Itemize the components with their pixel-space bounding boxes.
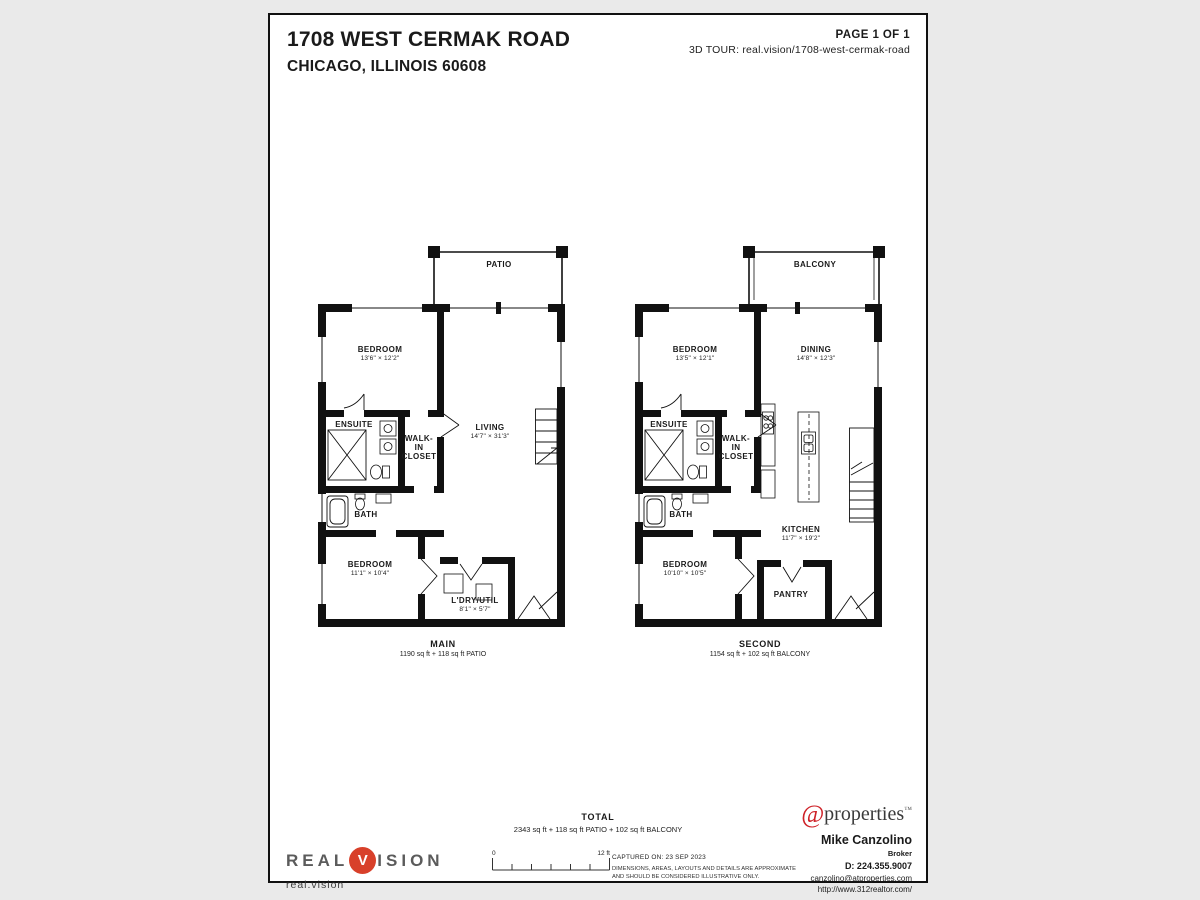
- tour-link[interactable]: 3D TOUR: real.vision/1708-west-cermak-road: [688, 44, 910, 56]
- realvision-logo: [286, 847, 444, 891]
- address-line2: CHICAGO, ILLINOIS 60608: [287, 58, 487, 75]
- room-label-walkin: WALK-IN CLOSET: [718, 434, 754, 462]
- header-address: [287, 28, 570, 76]
- stove-icon: [761, 404, 775, 498]
- room-label-pantry: PANTRY: [773, 590, 809, 599]
- agent-name: Mike Canzolino: [821, 833, 912, 847]
- total-area: 2343 sq ft + 118 sq ft PATIO + 102 sq ft BALCONY: [513, 825, 683, 834]
- realvision-word2: ISION: [377, 850, 444, 870]
- agent-title: Broker: [887, 849, 912, 858]
- room-label-ensuite: ENSUITE: [335, 420, 373, 429]
- disclaimer: DIMENSIONS, AREAS, LAYOUTS AND DETAILS ARE APPROXIMATE AND SHOULD BE CONSIDERED ILLUSTRATIVE ONLY.: [612, 866, 796, 880]
- vanity-sink-icon: [697, 421, 713, 454]
- room-label-bedroom1: BEDROOM 13'6" × 12'2": [357, 345, 403, 363]
- stairs-icon: [536, 409, 558, 464]
- agent-phone[interactable]: D: 224.355.9007: [844, 861, 912, 871]
- realvision-v-icon: V: [349, 847, 376, 874]
- toilet-icon: [371, 465, 390, 479]
- room-label-bath: BATH: [669, 510, 693, 519]
- room-label-laundry: L'DRY/UTIL 8'1" × 5'7": [451, 596, 499, 614]
- total-block: [448, 812, 748, 834]
- header-meta: [689, 29, 910, 56]
- total-label: TOTAL: [581, 812, 615, 822]
- realvision-url[interactable]: real.vision: [286, 879, 345, 891]
- room-label-walkin: WALK-IN CLOSET: [401, 434, 437, 462]
- caption-second: SECOND 1154 sq ft + 102 sq ft BALCONY: [709, 639, 811, 658]
- atproperties-at-icon: @: [801, 801, 825, 828]
- scale-start: 0: [492, 850, 496, 857]
- door-swing-icon: [344, 394, 557, 619]
- atproperties-logo: @properties™: [801, 801, 912, 828]
- page-number: PAGE 1 OF 1: [835, 29, 910, 41]
- realvision-word1: REAL: [286, 850, 349, 870]
- agent-block: [801, 801, 912, 894]
- floorplan-page: [268, 13, 928, 894]
- bath-toilet-icon: [355, 494, 365, 510]
- caption-main: MAIN 1190 sq ft + 118 sq ft PATIO: [399, 639, 487, 658]
- bath-sink-icon: [376, 494, 391, 503]
- scale-ruler-icon: [492, 858, 610, 871]
- scale-end: 12 ft: [597, 850, 610, 857]
- scale-bar: [492, 850, 610, 876]
- room-label-bedroom2: BEDROOM 11'1" × 10'4": [347, 560, 393, 578]
- room-label-bath: BATH: [354, 510, 378, 519]
- room-label-balcony: BALCONY: [793, 260, 837, 269]
- floorplan-second: [635, 242, 885, 634]
- floorplan-main: [318, 242, 568, 634]
- bath-sink-icon: [693, 494, 708, 503]
- bathtub-icon: [644, 496, 665, 527]
- bath-toilet-icon: [672, 494, 682, 510]
- vanity-sink-icon: [380, 421, 396, 454]
- capture-info: [612, 854, 812, 882]
- shower-icon: [645, 430, 683, 480]
- room-label-bedroom2: BEDROOM 10'10" × 10'5": [662, 560, 708, 578]
- shower-icon: [328, 430, 366, 480]
- room-label-bedroom1: BEDROOM 13'5" × 12'1": [672, 345, 718, 363]
- bathtub-icon: [327, 496, 348, 527]
- agent-website[interactable]: http://www.312realtor.com/: [817, 885, 912, 894]
- room-label-dining: DINING 14'8" × 12'3": [796, 345, 836, 363]
- room-label-ensuite: ENSUITE: [650, 420, 688, 429]
- stairs-icon: [850, 428, 875, 522]
- captured-on: CAPTURED ON: 23 SEP 2023: [612, 854, 706, 861]
- room-label-patio: PATIO: [486, 260, 512, 269]
- agent-email[interactable]: canzolino@atproperties.com: [810, 874, 912, 883]
- kitchen-island-icon: [798, 412, 819, 502]
- room-label-kitchen: KITCHEN 11'7" × 19'2": [781, 525, 821, 543]
- address-line1: 1708 WEST CERMAK ROAD: [287, 28, 571, 51]
- room-label-living: LIVING 14'7" × 31'3": [470, 423, 510, 441]
- toilet-icon: [688, 465, 707, 479]
